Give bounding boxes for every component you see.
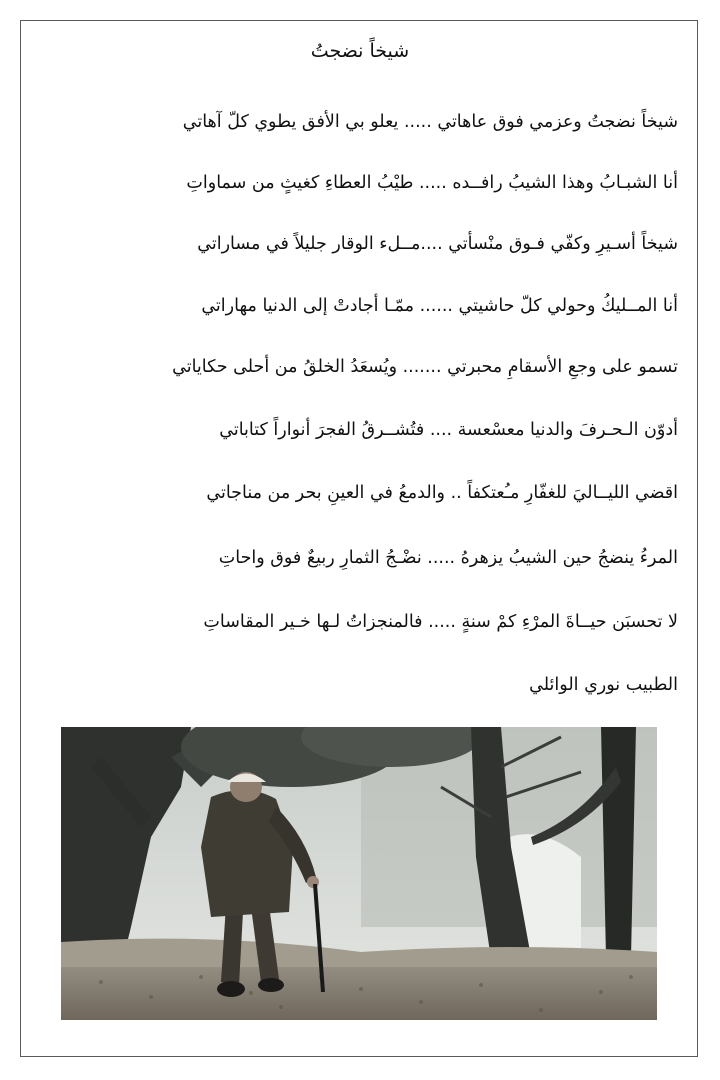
verse-line: لا تحسبَن حيــاةَ المرْءِ كمْ سنةٍ ..... فالمنجزاتُ لـها خـير المقاساتِ bbox=[203, 612, 678, 632]
verse-line: شيخاً أسـيرِ وكفّي فـوق منْسأتي ....مــلء الوقار جليلاً في مساراتي bbox=[197, 234, 678, 254]
verse-line: المرءُ ينضجُ حين الشيبُ يزهرهُ ..... نضْـجُ الثمارِ ربيعٌ فوق واحاتِ bbox=[218, 548, 678, 568]
poem-title: شيخاً نضجتُ bbox=[310, 40, 410, 62]
verse-line: شيخاً نضجتُ وعزمي فوق عاهاتي ..... يعلو بي الأفق يطوي كلّ آهاتي bbox=[182, 112, 678, 132]
old-man-walking-photo bbox=[61, 727, 657, 1020]
poet-name: الطبيب نوري الوائلي bbox=[529, 675, 678, 695]
verse-line: أنا المــليكُ وحولي كلّ حاشيتي ...... ممّـا أجادتْ إلى الدنيا مهاراتي bbox=[201, 296, 678, 316]
verse-line: اقضي الليــاليَ للغفّارِ مـُعتكفاً .. والدمعُ في العينِ بحر من مناجاتي bbox=[206, 483, 678, 503]
verse-line: أنا الشبـابُ وهذا الشيبُ رافــده ..... طيْبُ العطاءِ كغيثٍ من سماواتِ bbox=[186, 173, 678, 193]
verse-line: تسمو على وجعِ الأسقامِ محبرتي ....... ويُسعَدُ الخلقُ من أحلى حكاياتي bbox=[172, 357, 678, 377]
verse-line: أدوّن الـحـرفَ والدنيا معسْعسة .... فتُشــرقُ الفجرَ أنواراً كتاباتي bbox=[219, 420, 678, 440]
